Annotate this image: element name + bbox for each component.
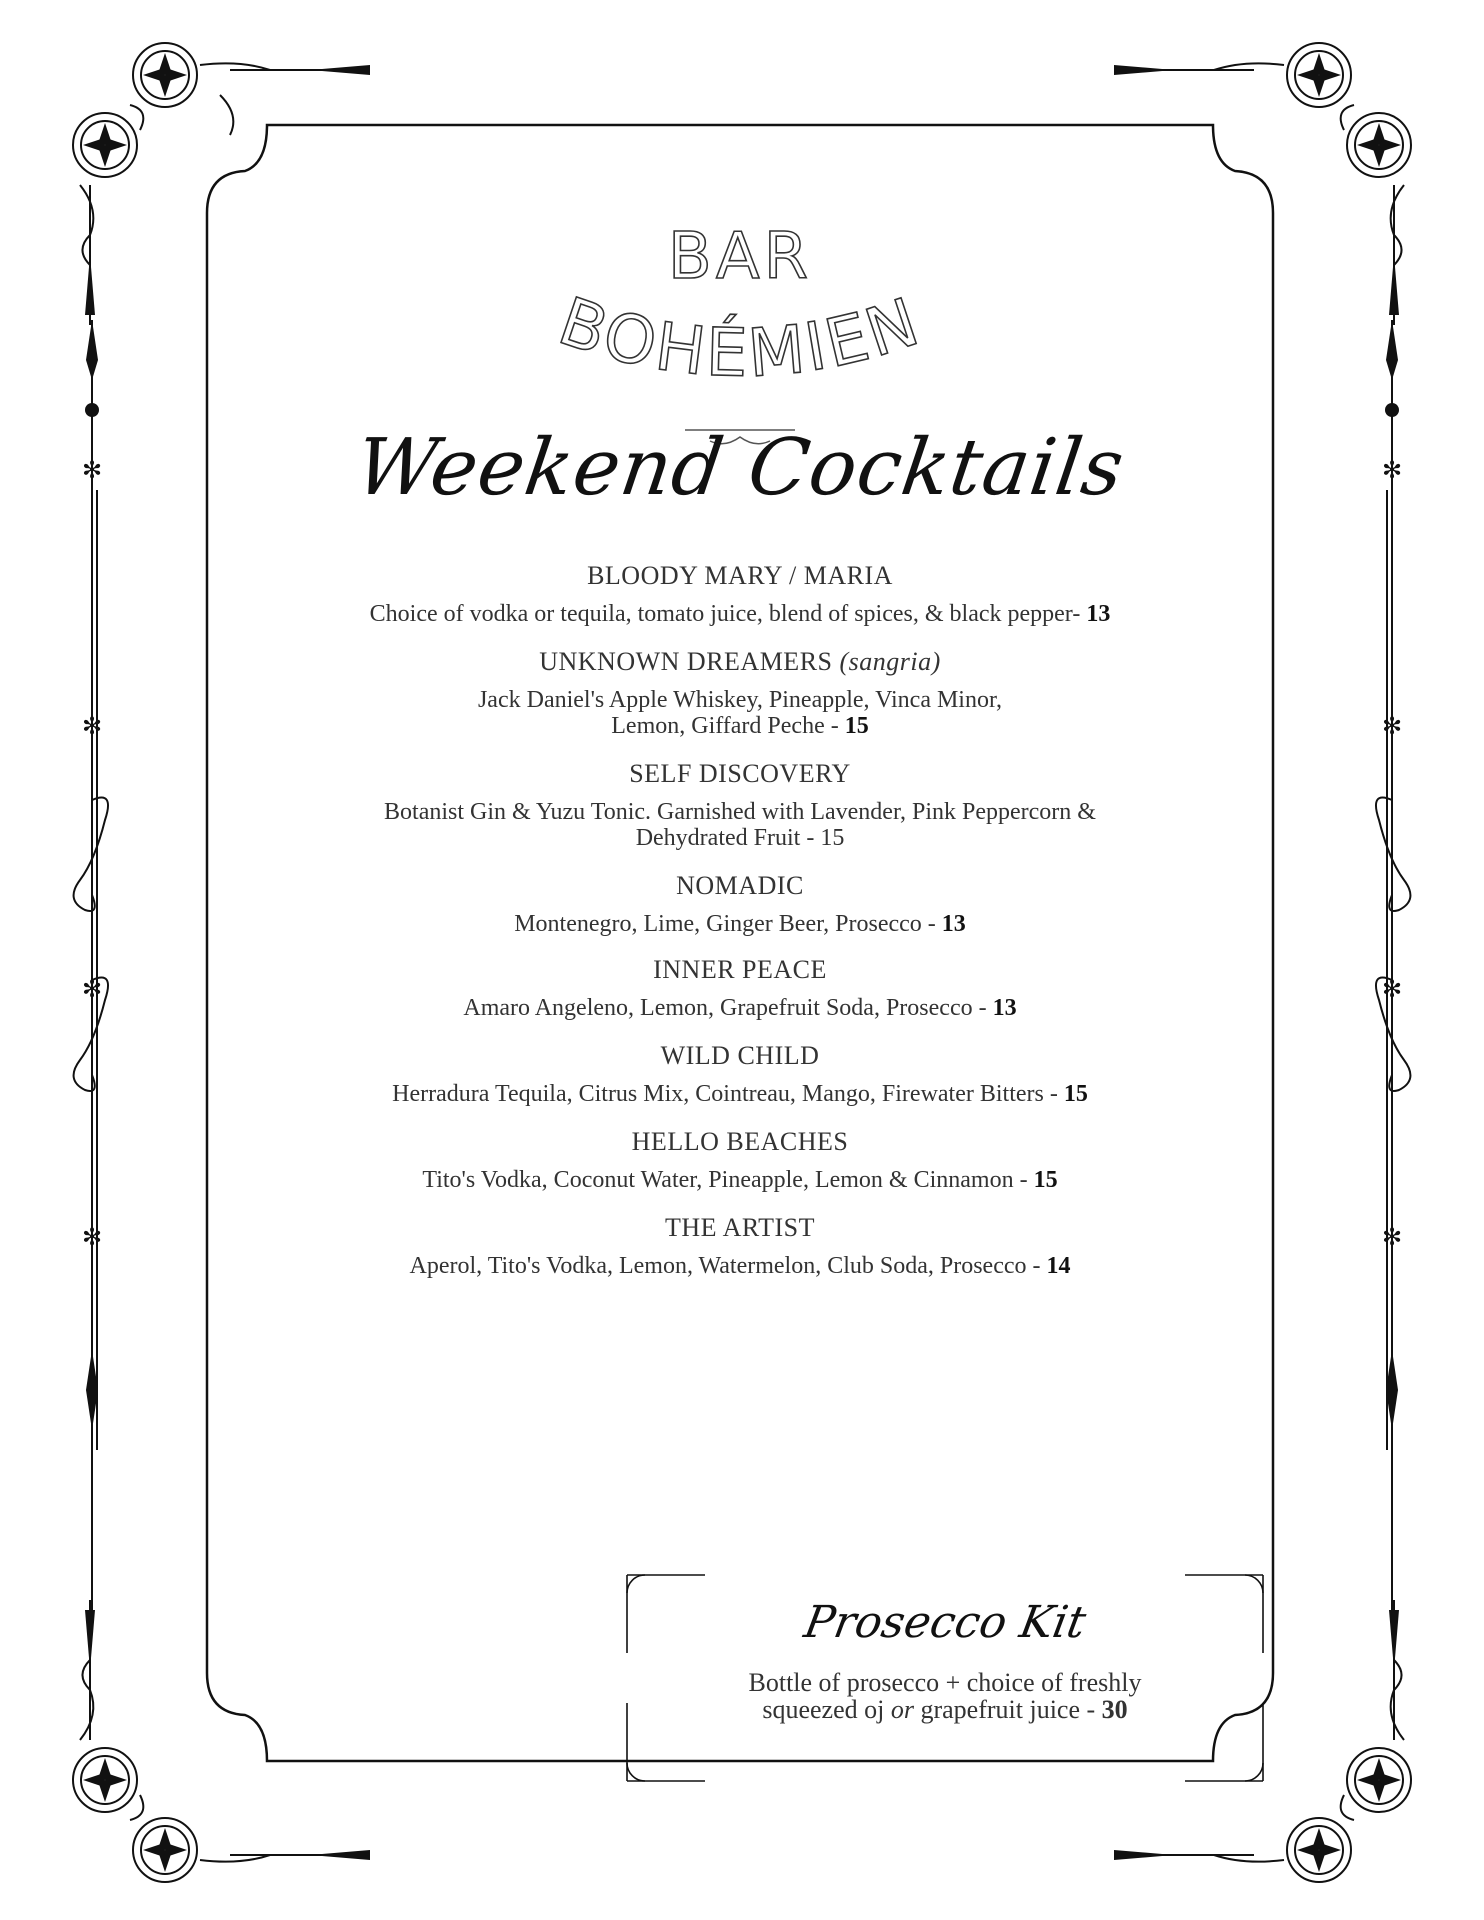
menu-item [245,869,1235,937]
menu-item-description [245,995,1235,1021]
menu-item-description [245,1253,1235,1279]
menu-item-description [245,799,1235,851]
menu-item-desc-line [245,911,1235,937]
menu-item-desc-line [245,1081,1235,1107]
menu-item [245,645,1235,739]
cocktail-list [245,559,1235,1279]
menu-item-desc-text: Herradura Tequila, Citrus Mix, Cointreau, Mango, Firewater Bitters - [392,1081,1064,1107]
menu-item-desc-line [245,1253,1235,1279]
menu-item-price: 15 [1033,1167,1058,1193]
menu-item-description [245,687,1235,739]
menu-item-desc-line [245,1167,1235,1193]
kit-line2-pre: squeezed oj [762,1695,891,1724]
menu-item-desc-line [245,713,1235,739]
menu-item-name-text: UNKNOWN DREAMERS [539,647,840,676]
menu-item-desc-text: Lemon, Giffard Peche - [611,713,845,739]
side-ornament-left [70,320,130,1620]
menu-item-desc-line [245,601,1235,627]
menu-item-description [245,1167,1235,1193]
menu-item-desc-text: Jack Daniel's Apple Whiskey, Pineapple, Vinca Minor, [477,687,1003,713]
menu-item [245,1039,1235,1107]
menu-item-name-note: (sangria) [839,647,941,676]
menu-item-desc-text: Montenegro, Lime, Ginger Beer, Prosecco - [514,911,942,937]
prosecco-kit-box [625,1573,1265,1783]
menu-item-description [245,601,1235,627]
svg-text:✻: ✻ [1381,712,1403,740]
menu-item-name [245,645,1235,679]
menu-item-price: 15 [820,825,845,851]
menu-item [245,757,1235,851]
menu-item-name [245,1125,1235,1159]
menu-item-price: 13 [992,995,1017,1021]
logo-line2: BOHÉMIEN [549,282,931,393]
logo-line2-text [550,283,931,393]
svg-text:✻: ✻ [81,975,103,1003]
kit-title: Prosecco Kit [800,1597,1090,1648]
menu-item-desc-text: Tito's Vodka, Coconut Water, Pineapple, Lemon & Cinnamon - [422,1167,1034,1193]
menu-item-price: 15 [1063,1081,1088,1107]
svg-text:✻: ✻ [81,1223,103,1251]
menu-item-desc-line [245,995,1235,1021]
kit-line1: Bottle of prosecco + choice of freshly [748,1668,1142,1697]
logo-line1: BAR [667,220,813,294]
menu-item [245,1125,1235,1193]
menu-item-desc-line [245,687,1235,713]
menu-item-price: 15 [844,713,869,739]
menu-item-desc-text: Choice of vodka or tequila, tomato juice, blend of spices, & black pepper- [369,601,1087,627]
menu-content [205,123,1275,1763]
menu-item-price: 14 [1046,1253,1071,1279]
menu-title: Weekend Cocktails [350,423,1130,513]
menu-item-name-text: THE ARTIST [664,1213,816,1242]
menu-item-name [245,559,1235,593]
menu-item-desc-line [245,799,1235,825]
menu-item-description [245,1081,1235,1107]
menu-item-name [245,869,1235,903]
menu-item-desc-text: Amaro Angeleno, Lemon, Grapefruit Soda, Prosecco - [463,995,993,1021]
menu-item-desc-text: Aperol, Tito's Vodka, Lemon, Watermelon, Club Soda, Prosecco - [409,1253,1047,1279]
side-ornament-right [1354,320,1414,1620]
kit-line2-or: or [890,1695,914,1724]
kit-description [625,1669,1265,1723]
menu-item-price: 13 [1086,601,1111,627]
svg-text:✻: ✻ [1381,1223,1403,1251]
menu-item [245,953,1235,1021]
menu-item-name-text: INNER PEACE [653,955,827,984]
menu-item-name-text: WILD CHILD [660,1041,820,1070]
svg-text:✻: ✻ [81,456,103,484]
menu-item [245,559,1235,627]
svg-text:✻: ✻ [81,712,103,740]
menu-item-name [245,1039,1235,1073]
menu-item-name-text: BLOODY MARY / MARIA [587,561,893,590]
menu-item-desc-line [245,825,1235,851]
kit-line2 [625,1696,1265,1723]
menu-item-name-text: NOMADIC [676,871,804,900]
menu-item [245,1211,1235,1279]
menu-item-name [245,953,1235,987]
svg-text:✻: ✻ [1381,456,1403,484]
menu-item-name [245,757,1235,791]
svg-text:✻: ✻ [1381,975,1403,1003]
menu-item-description [245,911,1235,937]
menu-item-name [245,1211,1235,1245]
menu-item-name-text: SELF DISCOVERY [629,759,851,788]
kit-price: 30 [1101,1695,1128,1724]
menu-item-desc-text: Botanist Gin & Yuzu Tonic. Garnished with Lavender, Pink Peppercorn & [384,799,1096,825]
kit-line2-post: grapefruit juice - [913,1695,1102,1724]
menu-item-desc-text: Dehydrated Fruit - [635,825,821,851]
menu-item-price: 13 [941,911,966,937]
menu-item-name-text: HELLO BEACHES [631,1127,849,1156]
